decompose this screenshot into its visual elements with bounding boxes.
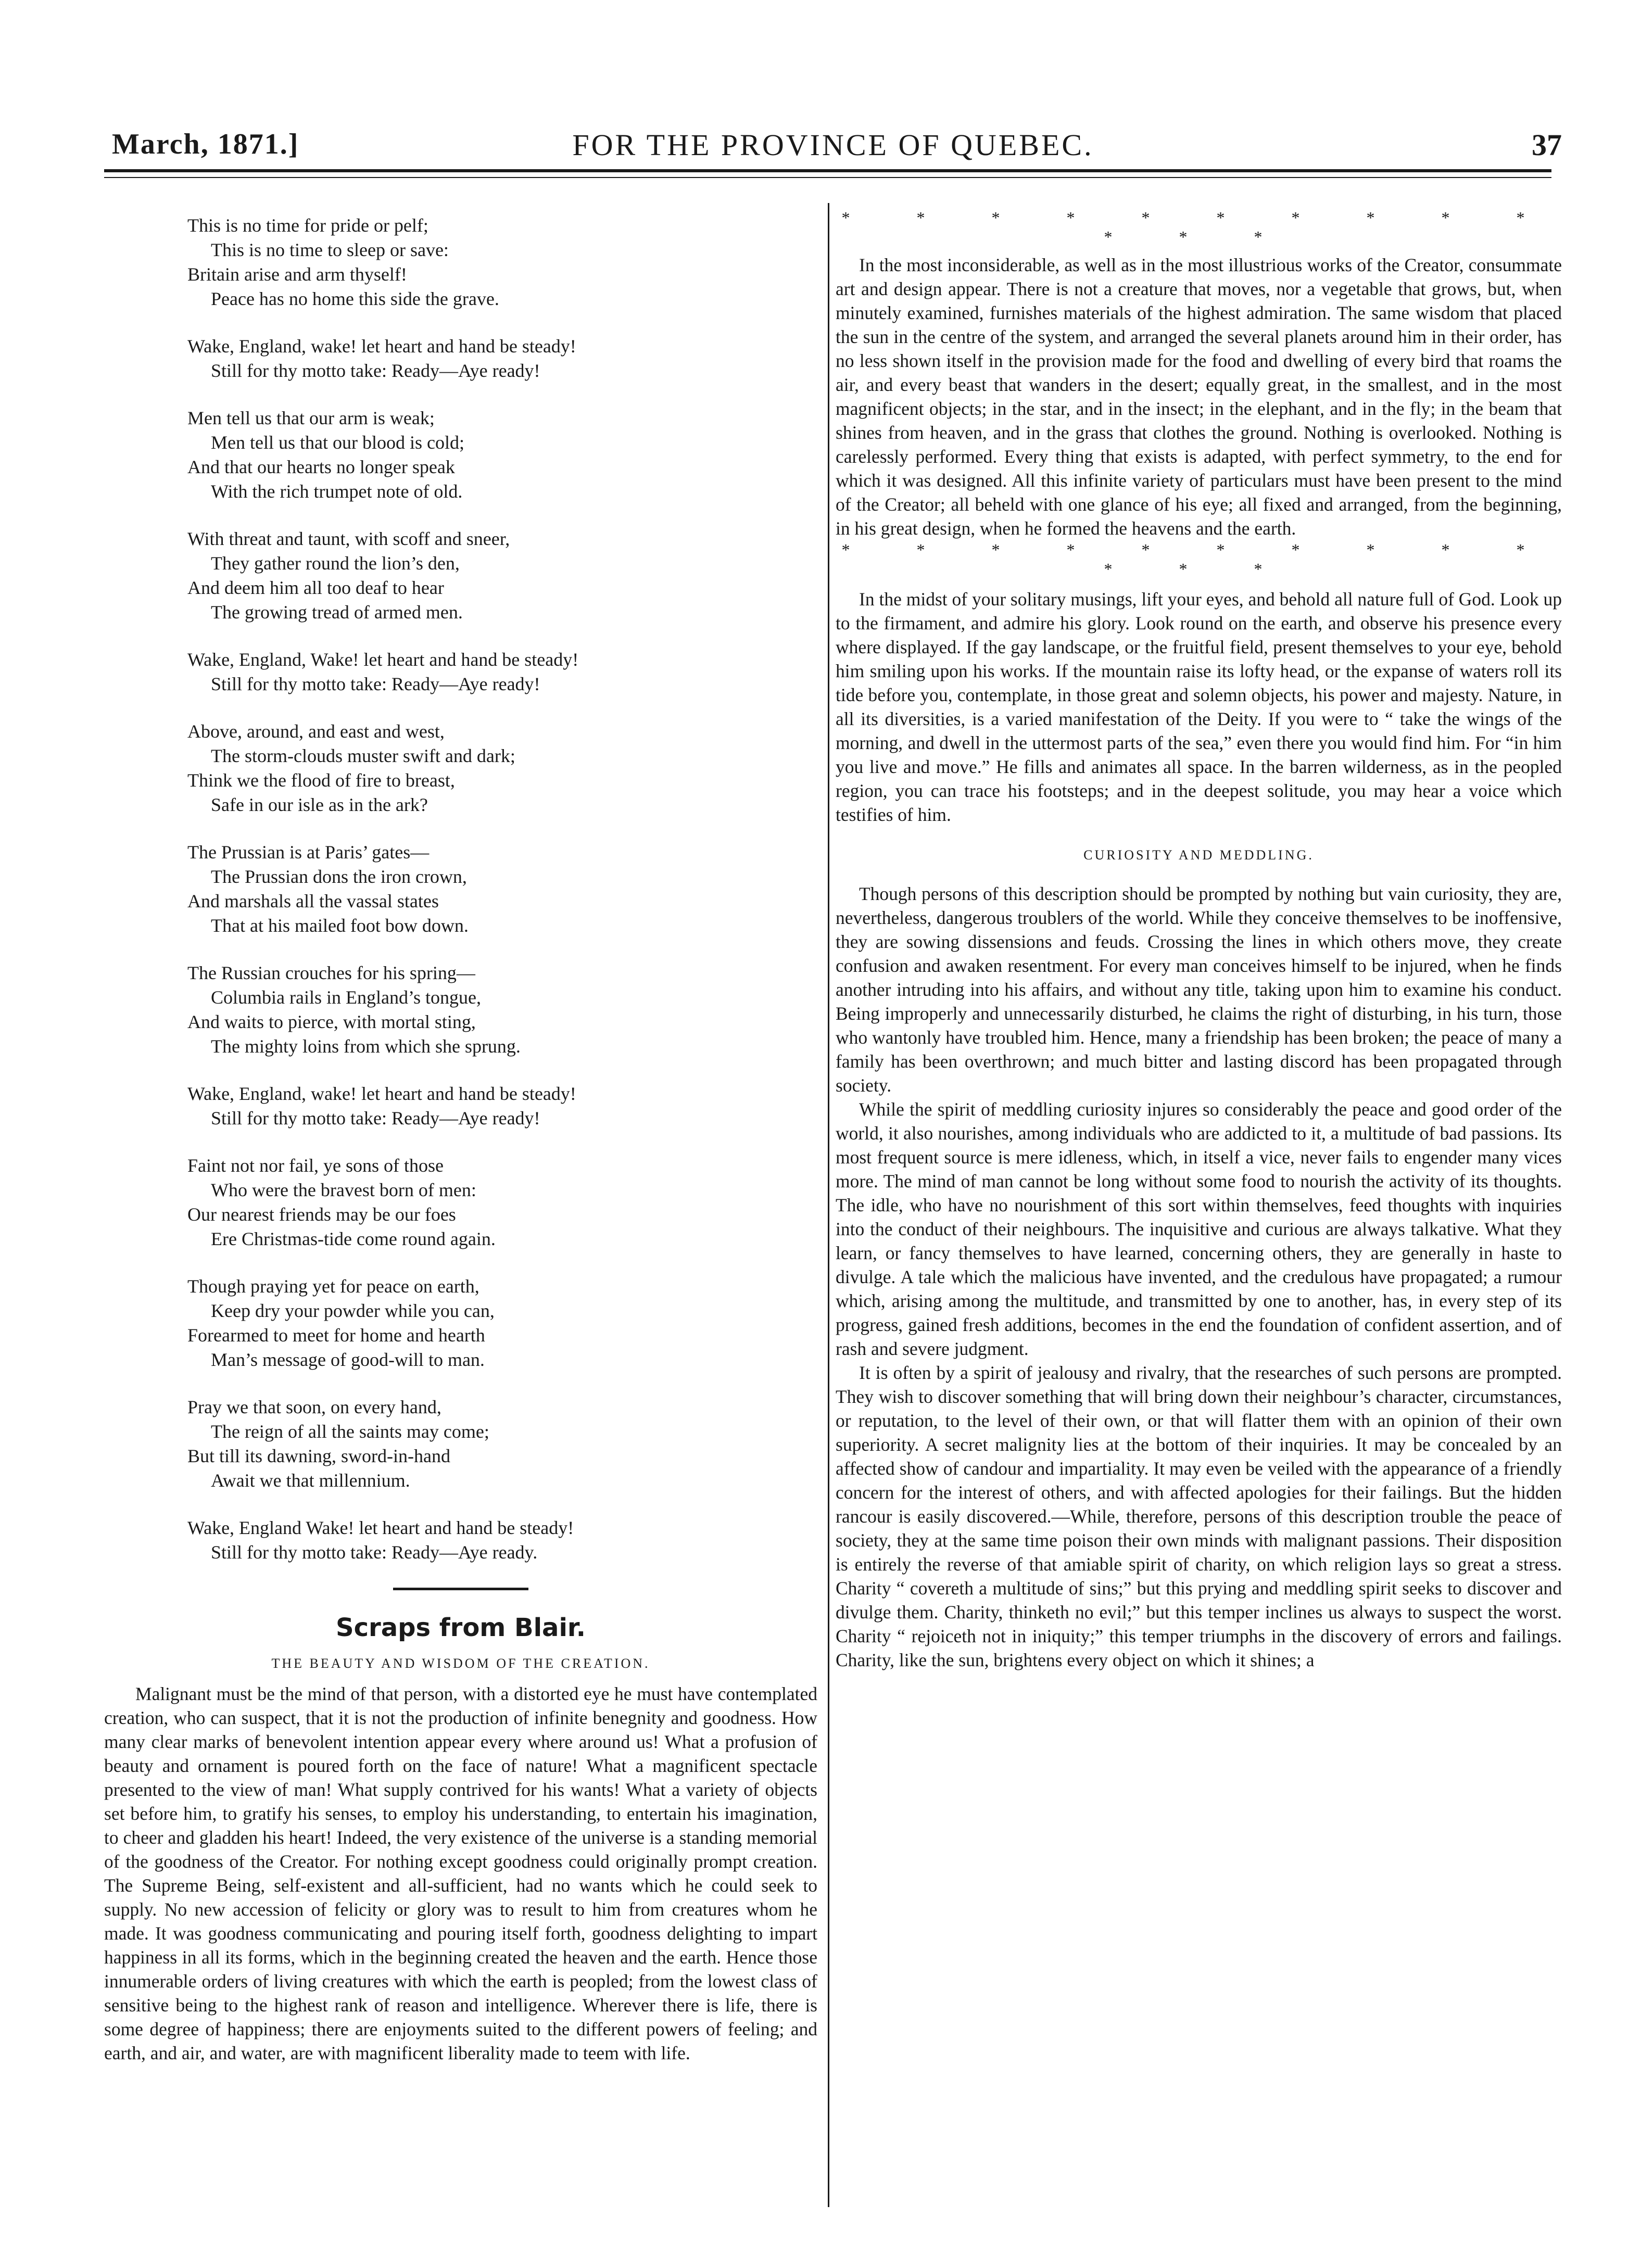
poem-line: And waits to pierce, with mortal sting, xyxy=(187,1011,476,1032)
poem xyxy=(104,213,817,1565)
page-number: 37 xyxy=(1532,128,1562,162)
article-paragraph: Malignant must be the mind of that person, with a distorted eye he must have contemplated creation, who can suspect, that it is not the production of infinite benegnity and goodness. How many clear marks of benevolent intention appear every where around us! What a profusion of beauty and ornament is poured forth on the face of nature! What a magnificent spectacle presented to the view of man! What supply contrived for his wants! What a variety of objects set before him, to gratify his senses, to employ his understanding, to entertain his imagination, to cheer and gladden his heart! Indeed, the very existence of the universe is a standing memorial of the goodness of the Creator. For nothing except goodness could originally prompt creation. The Supreme Being, self-existent and all-sufficient, had no wants which he could seek to supply. No new accession of felicity or glory was to result to him from creatures whom he made. It was goodness communicating and pouring itself forth, goodness delighting to impart happiness in all its forms, which in the beginning created the heaven and the earth. Hence those innumerable orders of living creatures with which the earth is peopled; from the lowest class of sensitive being to the highest rank of reason and intelligence. Wherever there is life, there is some degree of happiness; there are enjoyments suited to the different powers of feeling; and earth, and air, and water, are with magnificent liberality made to teem with life. xyxy=(104,1683,817,2063)
poem-line: Man’s message of good-will to man. xyxy=(211,1349,485,1370)
poem-stanza xyxy=(187,719,817,817)
poem-stanza xyxy=(187,648,817,696)
poem-line: The Prussian is at Paris’ gates— xyxy=(187,842,430,863)
poem-stanza xyxy=(187,1395,817,1493)
poem-line: Our nearest friends may be our foes xyxy=(187,1204,456,1225)
poem-line: Await we that millennium. xyxy=(211,1470,410,1491)
left-column xyxy=(104,213,817,2065)
poem-stanza xyxy=(187,527,817,625)
poem-line: Wake, England Wake! let heart and hand be steady! xyxy=(187,1517,574,1538)
poem-line: Keep dry your powder while you can, xyxy=(211,1300,495,1321)
poem-line: Forearmed to meet for home and hearth xyxy=(187,1325,485,1346)
poem-line: Still for thy motto take: Ready—Aye ready! xyxy=(211,360,540,381)
poem-line: The Russian crouches for his spring— xyxy=(187,962,475,983)
poem-line: Columbia rails in England’s tongue, xyxy=(211,987,481,1008)
poem-line: Wake, England, Wake! let heart and hand be steady! xyxy=(187,649,579,670)
poem-line: Men tell us that our arm is weak; xyxy=(187,408,435,428)
article-paragraph: In the midst of your solitary musings, lift your eyes, and behold all nature full of God. Look up to the firmament, and admire his glory. Look round on the earth, and observe his presence every where displayed. If the gay landscape, or the fruitful field, present themselves to your eye, behold him smiling upon his works. If the mountain raise its lofty head, or the expanse of waters roll its tide before you, contemplate, in those great and solemn objects, his power and majesty. Nature, in all its diversities, is a varied manifestation of the Deity. If you were to “ take the wings of the morning, and dwell in the uttermost parts of the sea,” even there you would find him. For “in him you live and move.” He fills and animates all space. In the barren wilderness, as in the peopled region, you can trace his footsteps; and in the deepest solitude, you may hear a voice which testifies of him. xyxy=(836,589,1562,825)
poem-line: Ere Christmas-tide come round again. xyxy=(211,1228,496,1249)
poem-line: And marshals all the vassal states xyxy=(187,891,439,911)
header-rule xyxy=(104,169,1551,172)
poem-line: That at his mailed foot bow down. xyxy=(211,915,469,936)
column-divider xyxy=(828,203,829,2207)
poem-line: Men tell us that our blood is cold; xyxy=(211,432,464,453)
poem-line: Still for thy motto take: Ready—Aye ready. xyxy=(211,1542,538,1563)
poem-line: Still for thy motto take: Ready—Aye ready! xyxy=(211,674,540,694)
poem-line: Wake, England, wake! let heart and hand be steady! xyxy=(187,336,576,357)
poem-line: This is no time to sleep or save: xyxy=(211,239,449,260)
poem-line: Safe in our isle as in the ark? xyxy=(211,794,428,815)
poem-stanza xyxy=(187,406,817,504)
article-paragraph: It is often by a spirit of jealousy and rivalry, that the researches of such persons are prompted. They wish to discover something that will bring down their neighbour’s character, circumstances, or reputation, to the level of their own, or that will flatter them with an opinion of their own superiority. A secret malignity lies at the bottom of their inquiries. It may be concealed by an affected show of candour and impartiality. It may even be veiled with the appearance of a friendly concern for the interest of others, and with affected apologies for their failings. But the hidden rancour is easily discovered.—While, therefore, persons of this description trouble the peace of society, they at the same time poison their own minds with malignant passions. Their disposition is entirely the reverse of that amiable spirit of charity, on which religion lays so great a stress. Charity “ covereth a multitude of sins;” but this prying and meddling spirit seeks to discover and divulge them. Charity, thinketh no evil;” but this temper inclines us always to suspect the worst. Charity “ rejoiceth not in iniquity;” this temper triumphs in the discovery of errors and failings. Charity, like the sun, brightens every object on which it shines; a xyxy=(836,1362,1562,1670)
header-rule-thin xyxy=(104,177,1551,178)
poem-line: The Prussian dons the iron crown, xyxy=(211,866,467,887)
poem-line: The mighty loins from which she sprung. xyxy=(211,1036,521,1057)
asterism-divider: * * * * * * * * * * * * * xyxy=(841,208,1556,246)
section-rule xyxy=(393,1588,528,1590)
poem-line: Peace has no home this side the grave. xyxy=(211,288,499,309)
poem-line: They gather round the lion’s den, xyxy=(211,553,460,574)
article-subtitle: THE BEAUTY AND WISDOM OF THE CREATION. xyxy=(271,1656,650,1671)
article-paragraph: Though persons of this description should be prompted by nothing but vain curiosity, they are, nevertheless, dangerous troublers of the world. While they conceive themselves to be inoffensive, they are sowing dissensions and feuds. Crossing the lines in which others move, they create confusion and awaken resentment. For every man conceives himself to be injured, when he finds another intruding into his affairs, and without any title, taking upon him to examine his conduct. Being improperly and unnecessarily disturbed, he claims the right of disturbing, in his turn, those who wantonly have troubled him. Hence, many a friendship has been broken; the peace of many a family has been overthrown; and much bitter and lasting discord has been propagated through society. xyxy=(836,883,1562,1096)
page-header xyxy=(104,117,1562,174)
poem-line: Wake, England, wake! let heart and hand be steady! xyxy=(187,1083,576,1104)
poem-stanza xyxy=(187,1274,817,1372)
poem-line: And that our hearts no longer speak xyxy=(187,457,455,477)
poem-line: Faint not nor fail, ye sons of those xyxy=(187,1155,444,1176)
poem-line: This is no time for pride or pelf; xyxy=(187,215,428,236)
poem-line: And deem him all too deaf to hear xyxy=(187,577,444,598)
poem-line: Though praying yet for peace on earth, xyxy=(187,1276,479,1297)
poem-line: Pray we that soon, on every hand, xyxy=(187,1397,441,1417)
right-column xyxy=(836,208,1562,1672)
poem-line: Above, around, and east and west, xyxy=(187,721,445,742)
poem-line: Think we the flood of fire to breast, xyxy=(187,770,455,791)
poem-line: With threat and taunt, with scoff and sneer, xyxy=(187,528,510,549)
poem-stanza xyxy=(187,1516,817,1565)
poem-stanza xyxy=(187,334,817,383)
poem-stanza xyxy=(187,840,817,938)
poem-stanza xyxy=(187,213,817,311)
poem-stanza xyxy=(187,961,817,1059)
running-title: FOR THE PROVINCE OF QUEBEC. xyxy=(572,128,1094,162)
issue-date: March, 1871.] xyxy=(112,128,299,160)
poem-line: The reign of all the saints may come; xyxy=(211,1421,489,1442)
poem-line: The storm-clouds muster swift and dark; xyxy=(211,745,515,766)
section-title: Scraps from Blair. xyxy=(336,1613,586,1642)
poem-line: Still for thy motto take: Ready—Aye ready! xyxy=(211,1108,540,1129)
poem-stanza xyxy=(187,1082,817,1131)
article-paragraph: In the most inconsiderable, as well as in the most illustrious works of the Creator, consummate art and design appear. There is not a creature that moves, nor a vegetable that grows, but, when minutely examined, furnishes materials of the highest admiration. The same wisdom that placed the sun in the centre of the system, and arranged the several planets around him in their order, has no less shown itself in the provision made for the food and dwelling of every bird that roams the air, and every beast that wanders in the desert; equally great, in the smallest, and in the most magnificent objects; in the star, and in the insect; in the elephant, and in the fly; in the beam that shines from heaven, and in the grass that clothes the ground. Nothing is overlooked. Nothing is carelessly performed. Every thing that exists is adapted, with perfect symmetry, to the end for which it was designed. All this infinite variety of particulars must have been present to the mind of the Creator; all beheld with one glance of his eye; all fixed and arranged, from the beginning, in his great design, when he formed the heavens and the earth. xyxy=(836,255,1562,539)
asterism-divider: * * * * * * * * * * * * * xyxy=(841,540,1556,578)
poem-line: Who were the bravest born of men: xyxy=(211,1180,476,1200)
poem-line: The growing tread of armed men. xyxy=(211,602,463,623)
article-paragraph: While the spirit of meddling curiosity injures so considerably the peace and good order of the world, it also nourishes, among individuals who are addicted to it, a multitude of bad passions. Its most frequent source is mere idleness, which, in itself a vice, never fails to engender many vices more. The mind of man cannot be long without some food to nourish the activity of its thoughts. The idle, who have no nourishment of this sort within themselves, feed thoughts with inquiries into the conduct of their neighbours. The inquisitive and curious are always talkative. What they learn, or fancy themselves to have learned, concerning others, they are generally in haste to divulge. A tale which the malicious have invented, and the credulous have propagated; a rumour which, arising among the multitude, and transmitted by one to another, has, in every step of its progress, gained fresh additions, becomes in the end the foundation of confident assertion, and of rash and severe judgment. xyxy=(836,1099,1562,1359)
poem-line: Britain arise and arm thyself! xyxy=(187,264,407,285)
article-subtitle: CURIOSITY AND MEDDLING. xyxy=(1083,847,1314,863)
poem-stanza xyxy=(187,1154,817,1251)
poem-line: But till its dawning, sword-in-hand xyxy=(187,1446,450,1466)
poem-line: With the rich trumpet note of old. xyxy=(211,481,463,502)
